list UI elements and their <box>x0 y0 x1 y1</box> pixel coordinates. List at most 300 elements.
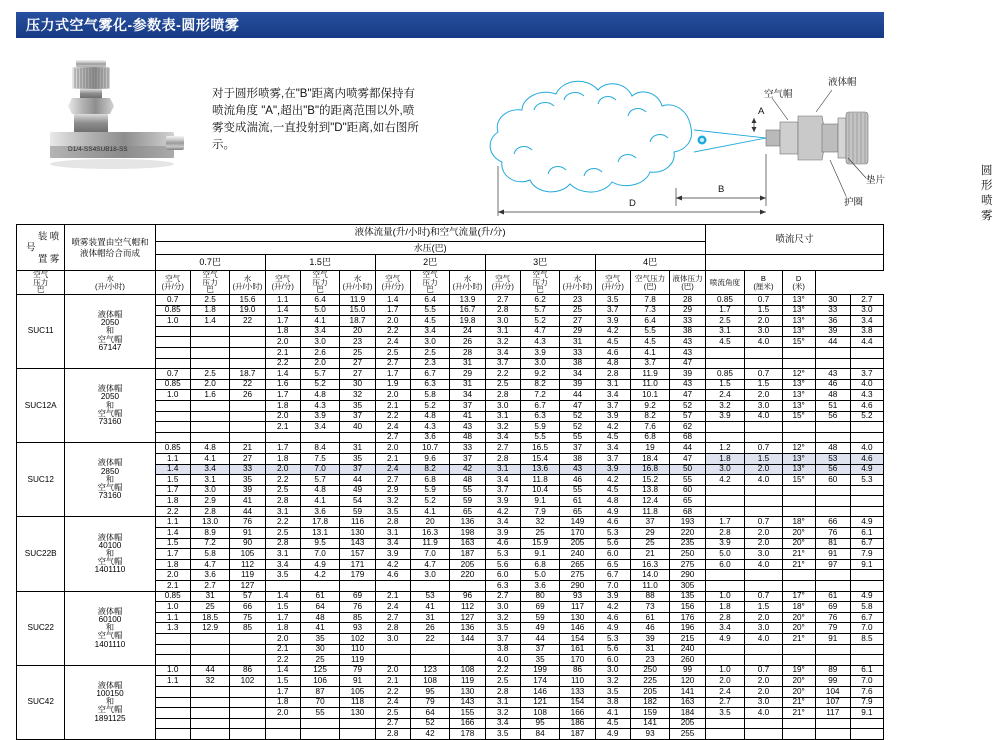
cell-flow: 3.0 <box>300 337 340 348</box>
cell-flow: 3.0 <box>190 485 230 496</box>
cell-flow <box>155 729 190 740</box>
cell-flow: 4.9 <box>300 559 340 570</box>
cell-flow: 3.2 <box>595 676 630 687</box>
cell-flow: 8.2 <box>520 379 560 390</box>
th-sub-3-1: 水 (升/小时) <box>450 271 485 295</box>
cell-flow: 95 <box>520 718 560 729</box>
cell-size: 20° <box>782 686 815 697</box>
cell-flow: 1.5 <box>155 475 190 486</box>
cell-flow: 2.8 <box>190 506 230 517</box>
cell-flow: 105 <box>340 686 375 697</box>
cell-flow: 5.6 <box>595 538 630 549</box>
cell-flow: 23 <box>630 655 670 666</box>
cell-flow: 1.4 <box>155 464 190 475</box>
cell-flow: 130 <box>340 708 375 719</box>
cell-flow: 38 <box>560 453 595 464</box>
cell-flow: 0.85 <box>155 591 190 602</box>
cell-flow: 7.9 <box>520 506 560 517</box>
cell-size: 91 <box>815 634 850 645</box>
cell-flow: 52 <box>410 718 450 729</box>
cell-flow: 1.8 <box>265 326 300 337</box>
cell-flow: 2.1 <box>265 422 300 433</box>
th-p-4: 4巴 <box>595 255 705 271</box>
spray-pattern-diagram <box>436 46 993 222</box>
cell-flow: 1.0 <box>155 665 190 676</box>
cell-flow: 235 <box>670 538 705 549</box>
cell-flow: 2.2 <box>375 686 410 697</box>
cell-flow: 102 <box>230 676 265 687</box>
cell-flow: 4.1 <box>410 506 450 517</box>
cell-size <box>782 644 815 655</box>
cell-flow: 44 <box>670 443 705 454</box>
cell-flow: 14.0 <box>630 570 670 581</box>
cell-flow: 2.7 <box>485 443 520 454</box>
cell-flow: 44 <box>560 390 595 401</box>
cell-flow: 90 <box>230 538 265 549</box>
cell-size <box>705 485 745 496</box>
cell-flow: 1.4 <box>375 295 410 306</box>
cell-flow: 3.0 <box>375 634 410 645</box>
cell-flow: 2.5 <box>410 347 450 358</box>
cell-flow: 32 <box>520 517 560 528</box>
cell-flow: 2.2 <box>265 475 300 486</box>
cell-flow: 105 <box>230 549 265 560</box>
cell-flow: 4.6 <box>595 517 630 528</box>
cell-flow: 2.0 <box>155 570 190 581</box>
cell-flow <box>230 358 265 369</box>
cell-flow <box>155 326 190 337</box>
cell-flow: 52 <box>670 400 705 411</box>
cell-flow: 57 <box>670 411 705 422</box>
cell-size: 4.0 <box>745 559 782 570</box>
cell-size: 3.0 <box>745 549 782 560</box>
cell-flow: 2.7 <box>485 591 520 602</box>
cell-size: 0.7 <box>745 591 782 602</box>
cell-size: 20° <box>782 623 815 634</box>
cell-flow: 6.8 <box>410 475 450 486</box>
cell-flow: 31 <box>450 358 485 369</box>
cell-flow: 69 <box>340 591 375 602</box>
cell-flow: 2.0 <box>265 337 300 348</box>
cell-size <box>850 581 883 592</box>
cell-flow: 3.5 <box>265 570 300 581</box>
cell-size <box>782 655 815 666</box>
cell-flow: 2.0 <box>265 464 300 475</box>
cell-size <box>850 655 883 666</box>
cell-flow: 125 <box>300 665 340 676</box>
cell-flow: 9.1 <box>520 549 560 560</box>
cell-size: 1.8 <box>705 453 745 464</box>
cell-flow: 2.5 <box>485 379 520 390</box>
cell-size: 117 <box>815 708 850 719</box>
cell-flow: 84 <box>520 729 560 740</box>
cell-flow: 26 <box>450 337 485 348</box>
cell-flow: 25 <box>190 602 230 613</box>
cell-flow: 3.9 <box>520 347 560 358</box>
cell-flow: 21 <box>230 443 265 454</box>
cell-flow: 17.8 <box>300 517 340 528</box>
cell-size <box>850 570 883 581</box>
cell-flow: 2.3 <box>410 358 450 369</box>
cell-flow: 178 <box>450 729 485 740</box>
cell-flow: 26 <box>410 623 450 634</box>
cell-flow: 3.8 <box>595 697 630 708</box>
cell-flow <box>340 581 375 592</box>
cell-flow: 130 <box>450 686 485 697</box>
cell-flow: 2.7 <box>190 581 230 592</box>
cell-flow: 130 <box>560 612 595 623</box>
cell-flow: 27 <box>560 316 595 327</box>
cell-flow: 3.1 <box>485 411 520 422</box>
cell-flow: 5.0 <box>300 305 340 316</box>
cell-flow: 146 <box>520 686 560 697</box>
cell-flow: 5.7 <box>300 369 340 380</box>
cell-size <box>705 347 745 358</box>
cell-flow: 305 <box>670 581 705 592</box>
cell-size <box>705 718 745 729</box>
cell-flow: 3.4 <box>300 326 340 337</box>
cell-flow: 3.9 <box>300 411 340 422</box>
cell-flow <box>155 400 190 411</box>
cell-flow: 3.2 <box>485 422 520 433</box>
cell-flow: 2.6 <box>300 347 340 358</box>
cell-flow: 55 <box>450 485 485 496</box>
cell-flow: 76 <box>340 602 375 613</box>
cell-flow: 2.2 <box>265 358 300 369</box>
cell-flow: 275 <box>560 570 595 581</box>
cell-flow: 6.8 <box>520 559 560 570</box>
cell-flow: 174 <box>520 676 560 687</box>
cell-flow: 37 <box>340 411 375 422</box>
cell-flow: 4.5 <box>630 337 670 348</box>
cell-flow: 3.4 <box>485 432 520 443</box>
cell-flow: 35 <box>340 453 375 464</box>
cell-flow: 4.2 <box>595 326 630 337</box>
cell-flow: 96 <box>450 591 485 602</box>
cell-flow: 3.0 <box>595 665 630 676</box>
cell-flow: 19.8 <box>450 316 485 327</box>
cell-size: 20° <box>782 528 815 539</box>
cell-flow: 43 <box>670 337 705 348</box>
cell-flow: 29 <box>670 305 705 316</box>
cell-flow: 2.5 <box>375 708 410 719</box>
cell-flow: 18.5 <box>190 612 230 623</box>
cell-size: 4.6 <box>850 453 883 464</box>
cell-size: 81 <box>815 538 850 549</box>
cell-size: 4.5 <box>705 337 745 348</box>
cell-flow: 4.5 <box>595 718 630 729</box>
cell-flow: 34 <box>450 390 485 401</box>
cell-flow: 2.2 <box>375 326 410 337</box>
cell-flow: 4.6 <box>595 347 630 358</box>
cell-flow: 9.2 <box>630 400 670 411</box>
cell-size <box>745 644 782 655</box>
cell-size: 3.0 <box>745 697 782 708</box>
cell-flow: 2.1 <box>375 453 410 464</box>
cell-flow: 43 <box>670 379 705 390</box>
cell-flow: 5.6 <box>595 644 630 655</box>
cell-flow: 141 <box>670 686 705 697</box>
cell-code-4: SUC22 <box>17 591 65 665</box>
cell-size: 4.0 <box>850 443 883 454</box>
cell-flow: 2.2 <box>485 369 520 380</box>
cell-size: 1.0 <box>705 591 745 602</box>
cell-flow: 4.1 <box>300 316 340 327</box>
cell-flow: 3.1 <box>265 549 300 560</box>
cell-flow: 69 <box>520 602 560 613</box>
cell-flow: 6.7 <box>595 570 630 581</box>
cell-flow: 12.4 <box>630 496 670 507</box>
cell-size: 48 <box>815 390 850 401</box>
th-sub-0-2: 空气 (升/分) <box>155 271 190 295</box>
cell-size: 53 <box>815 453 850 464</box>
cell-flow: 16.5 <box>520 443 560 454</box>
cell-flow: 18.7 <box>230 369 265 380</box>
cell-flow: 4.6 <box>375 570 410 581</box>
th-sub-3-0: 空气 压力 巴 <box>410 271 450 295</box>
cell-flow: 9.2 <box>520 369 560 380</box>
cell-flow: 1.0 <box>155 602 190 613</box>
cell-size <box>850 485 883 496</box>
cell-size <box>705 644 745 655</box>
cell-flow: 52 <box>560 422 595 433</box>
cell-flow: 31 <box>450 379 485 390</box>
cell-size: 2.4 <box>705 390 745 401</box>
cell-flow: 240 <box>670 644 705 655</box>
cell-size: 0.7 <box>745 665 782 676</box>
cell-size: 5.2 <box>850 411 883 422</box>
cell-size: 13° <box>782 453 815 464</box>
cell-size: 2.7 <box>850 295 883 306</box>
cell-flow: 76 <box>230 517 265 528</box>
cell-flow: 3.0 <box>485 400 520 411</box>
cell-flow: 5.3 <box>485 549 520 560</box>
cell-flow: 4.5 <box>410 316 450 327</box>
cell-flow: 179 <box>340 570 375 581</box>
cell-flow: 11.9 <box>410 538 450 549</box>
cell-flow: 32 <box>190 676 230 687</box>
cell-flow: 44 <box>190 665 230 676</box>
cell-size <box>745 729 782 740</box>
cell-size <box>705 506 745 517</box>
cell-flow: 2.0 <box>300 358 340 369</box>
cell-flow: 25 <box>560 305 595 316</box>
cell-flow: 68 <box>670 432 705 443</box>
cell-size <box>745 506 782 517</box>
cell-flow: 135 <box>670 591 705 602</box>
table-row <box>17 443 884 454</box>
cell-flow: 1.5 <box>155 538 190 549</box>
cell-flow: 4.1 <box>630 347 670 358</box>
cell-flow: 0.85 <box>155 379 190 390</box>
cell-flow: 117 <box>560 602 595 613</box>
cell-size: 3.0 <box>745 623 782 634</box>
cell-flow: 4.3 <box>410 422 450 433</box>
cell-flow: 11.0 <box>630 581 670 592</box>
cell-size: 0.85 <box>705 295 745 306</box>
cell-flow: 19.0 <box>230 305 265 316</box>
cell-size <box>850 496 883 507</box>
cell-flow <box>190 655 230 666</box>
cell-flow: 5.5 <box>630 326 670 337</box>
cell-flow: 2.4 <box>375 602 410 613</box>
label-liquid-cap: 液体帽 <box>828 77 857 88</box>
cell-size: 2.7 <box>705 697 745 708</box>
cell-flow: 3.6 <box>190 570 230 581</box>
nozzle-photo <box>34 54 194 182</box>
cell-flow: 4.5 <box>595 337 630 348</box>
cell-flow: 290 <box>560 581 595 592</box>
cell-flow: 2.1 <box>375 591 410 602</box>
cell-flow: 8.4 <box>300 443 340 454</box>
cell-flow: 20 <box>340 326 375 337</box>
cell-size: 6.1 <box>850 528 883 539</box>
cell-size: 30 <box>815 295 850 306</box>
cell-flow: 2.7 <box>485 295 520 306</box>
cell-size: 56 <box>815 464 850 475</box>
cell-size: 3.5 <box>705 708 745 719</box>
cell-flow: 1.5 <box>265 602 300 613</box>
cell-flow: 163 <box>450 538 485 549</box>
cell-flow: 260 <box>670 655 705 666</box>
cell-size <box>782 581 815 592</box>
cell-flow: 9.5 <box>300 538 340 549</box>
cell-flow: 39 <box>560 379 595 390</box>
cell-flow <box>190 326 230 337</box>
th-p-0: 0.7巴 <box>155 255 265 271</box>
cell-size: 4.0 <box>745 411 782 422</box>
cell-flow: 13.9 <box>450 295 485 306</box>
cell-flow: 1.7 <box>375 369 410 380</box>
cell-flow <box>375 581 410 592</box>
cell-size <box>745 485 782 496</box>
cell-flow: 143 <box>450 697 485 708</box>
cell-flow: 1.8 <box>190 305 230 316</box>
cell-size: 33 <box>815 305 850 316</box>
cell-flow: 65 <box>560 506 595 517</box>
cell-size: 19° <box>782 665 815 676</box>
th-sub-3-2: 空气 (升/分) <box>485 271 520 295</box>
cell-size: 5.8 <box>850 602 883 613</box>
cell-size <box>782 432 815 443</box>
cell-flow: 79 <box>340 665 375 676</box>
cell-flow: 255 <box>670 729 705 740</box>
cell-flow: 50 <box>670 464 705 475</box>
cell-flow: 65 <box>670 496 705 507</box>
cell-flow: 1.1 <box>265 295 300 306</box>
cell-flow: 5.8 <box>410 390 450 401</box>
cell-flow: 3.9 <box>595 464 630 475</box>
cell-flow: 3.4 <box>300 422 340 433</box>
cell-flow: 6.4 <box>300 295 340 306</box>
cell-size <box>782 347 815 358</box>
cell-size: 6.7 <box>850 612 883 623</box>
cell-flow: 2.5 <box>190 369 230 380</box>
cell-flow: 2.5 <box>190 295 230 306</box>
cell-flow: 290 <box>670 570 705 581</box>
th-sub-2-1: 水 (升/小时) <box>340 271 375 295</box>
cell-flow: 108 <box>410 676 450 687</box>
cell-flow: 159 <box>630 708 670 719</box>
cell-flow: 1.8 <box>265 453 300 464</box>
cell-size <box>815 358 850 369</box>
cell-flow: 6.7 <box>520 400 560 411</box>
cell-size: 15° <box>782 411 815 422</box>
th-size-1: 液体压力 (巴) <box>670 271 705 295</box>
cell-flow: 6.7 <box>410 369 450 380</box>
cell-flow: 48 <box>300 612 340 623</box>
cell-size: 1.5 <box>745 305 782 316</box>
cell-flow: 154 <box>560 634 595 645</box>
cell-size <box>705 422 745 433</box>
cell-size: 7.0 <box>850 676 883 687</box>
cell-flow: 166 <box>560 708 595 719</box>
cell-size: 36 <box>815 316 850 327</box>
cell-size: 18° <box>782 602 815 613</box>
cell-flow: 11.9 <box>340 295 375 306</box>
cell-flow <box>155 718 190 729</box>
cell-flow <box>155 422 190 433</box>
cell-flow: 3.2 <box>375 496 410 507</box>
cell-size <box>815 729 850 740</box>
cell-size: 2.4 <box>705 686 745 697</box>
cell-flow: 2.0 <box>265 708 300 719</box>
cell-flow: 47 <box>560 400 595 411</box>
cell-flow <box>230 337 265 348</box>
cell-size: 21° <box>782 549 815 560</box>
cell-flow: 2.4 <box>375 337 410 348</box>
cell-size: 0.7 <box>745 517 782 528</box>
cell-flow: 1.4 <box>265 305 300 316</box>
cell-flow: 21 <box>630 549 670 560</box>
cell-flow <box>450 581 485 592</box>
th-sub-2-2: 空气 (升/分) <box>375 271 410 295</box>
cell-flow <box>265 581 300 592</box>
cell-size: 21° <box>782 708 815 719</box>
cell-flow: 4.3 <box>520 337 560 348</box>
cell-flow: 33 <box>670 316 705 327</box>
th-flow-group: 液体流量(升/小时)和空气流量(升/分) <box>155 225 705 242</box>
label-air-cap: 空气帽 <box>764 89 793 100</box>
cell-flow: 35 <box>300 634 340 645</box>
cell-size: 4.0 <box>850 379 883 390</box>
cell-flow: 30 <box>300 644 340 655</box>
cell-size: 15° <box>782 475 815 486</box>
cell-flow: 3.1 <box>485 326 520 337</box>
cell-flow: 4.2 <box>375 559 410 570</box>
cell-flow: 2.2 <box>265 655 300 666</box>
cell-flow: 3.4 <box>595 390 630 401</box>
cell-flow: 205 <box>560 538 595 549</box>
cell-size: 4.0 <box>745 475 782 486</box>
cell-flow: 2.8 <box>265 538 300 549</box>
cell-flow <box>190 686 230 697</box>
cell-device-0: 液体帽 2050 和 空气帽 67147 <box>65 295 155 369</box>
cell-flow: 123 <box>410 665 450 676</box>
cell-flow: 85 <box>230 623 265 634</box>
cell-flow: 6.4 <box>410 295 450 306</box>
cell-flow: 18.4 <box>630 453 670 464</box>
cell-flow <box>230 432 265 443</box>
cell-flow: 2.8 <box>595 369 630 380</box>
cell-flow: 5.2 <box>410 400 450 411</box>
cell-size: 1.2 <box>705 443 745 454</box>
cell-flow: 32 <box>340 390 375 401</box>
cell-size: 13° <box>782 326 815 337</box>
cell-flow: 15.9 <box>520 538 560 549</box>
parameter-table <box>16 224 884 740</box>
cell-flow <box>450 655 485 666</box>
